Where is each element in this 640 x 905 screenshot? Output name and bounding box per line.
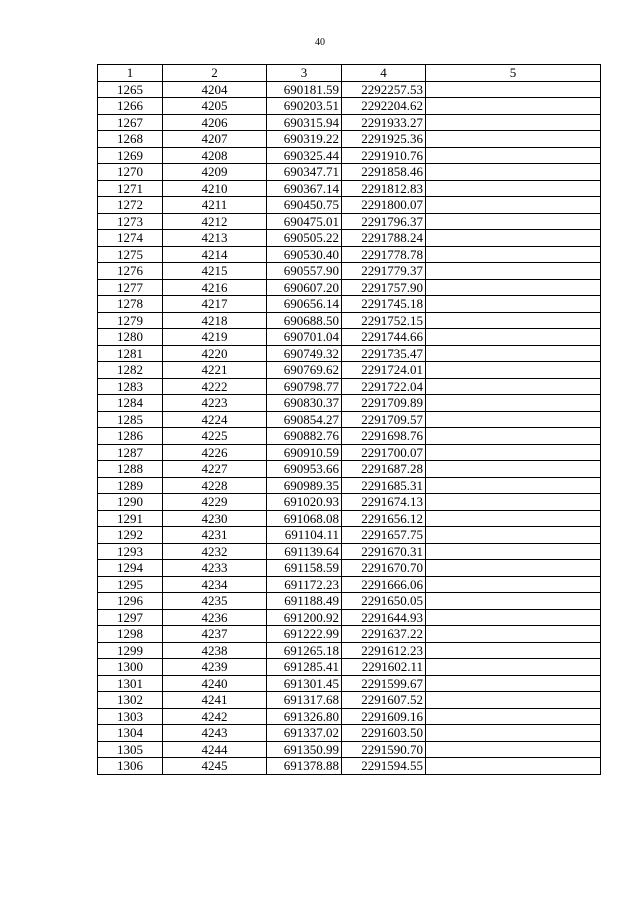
- table-row: [98, 477, 601, 494]
- table-cell: [426, 362, 601, 379]
- table-row: [98, 708, 601, 725]
- table-cell: 4242: [163, 708, 267, 725]
- table-cell: 4239: [163, 659, 267, 676]
- table-cell: 2291637.22: [342, 626, 426, 643]
- table-cell: 1295: [98, 576, 163, 593]
- table-cell: 691326.80: [267, 708, 342, 725]
- table-cell: 1275: [98, 246, 163, 263]
- table-cell: 4245: [163, 758, 267, 775]
- table-cell: [426, 428, 601, 445]
- table-cell: 691301.45: [267, 675, 342, 692]
- table-cell: 1301: [98, 675, 163, 692]
- table-cell: 2291778.78: [342, 246, 426, 263]
- table-cell: 1299: [98, 642, 163, 659]
- table-cell: [426, 675, 601, 692]
- table-cell: 690505.22: [267, 230, 342, 247]
- table-cell: 1298: [98, 626, 163, 643]
- table-cell: 690530.40: [267, 246, 342, 263]
- table-cell: 690656.14: [267, 296, 342, 313]
- table-cell: 2291735.47: [342, 345, 426, 362]
- table-cell: 2291602.11: [342, 659, 426, 676]
- table-cell: 1293: [98, 543, 163, 560]
- table-row: [98, 411, 601, 428]
- table-cell: 4212: [163, 213, 267, 230]
- table-cell: 2291910.76: [342, 147, 426, 164]
- table-cell: 1280: [98, 329, 163, 346]
- table-cell: 1297: [98, 609, 163, 626]
- table-row: [98, 395, 601, 412]
- table-cell: 4229: [163, 494, 267, 511]
- table-cell: 2291656.12: [342, 510, 426, 527]
- table-cell: 1302: [98, 692, 163, 709]
- table-cell: 1283: [98, 378, 163, 395]
- table-cell: 4208: [163, 147, 267, 164]
- table-cell: [426, 659, 601, 676]
- header-row: [98, 65, 601, 82]
- table-cell: 4207: [163, 131, 267, 148]
- table-row: [98, 197, 601, 214]
- table-cell: 4244: [163, 741, 267, 758]
- table-row: [98, 81, 601, 98]
- table-cell: 690607.20: [267, 279, 342, 296]
- table-cell: 1294: [98, 560, 163, 577]
- table-row: [98, 725, 601, 742]
- table-row: [98, 296, 601, 313]
- table-cell: 4209: [163, 164, 267, 181]
- table-cell: 4214: [163, 246, 267, 263]
- table-row: [98, 98, 601, 115]
- table-cell: 1282: [98, 362, 163, 379]
- table-row: [98, 543, 601, 560]
- table-row: [98, 263, 601, 280]
- table-cell: 2292257.53: [342, 81, 426, 98]
- table-cell: 4235: [163, 593, 267, 610]
- table-cell: 1274: [98, 230, 163, 247]
- table-row: [98, 675, 601, 692]
- table-row: [98, 230, 601, 247]
- table-cell: 4216: [163, 279, 267, 296]
- table-cell: [426, 164, 601, 181]
- table-row: [98, 131, 601, 148]
- table-cell: 2291603.50: [342, 725, 426, 742]
- table-cell: 2291752.15: [342, 312, 426, 329]
- table-cell: 4231: [163, 527, 267, 544]
- table-cell: 690989.35: [267, 477, 342, 494]
- table-cell: 4224: [163, 411, 267, 428]
- table-cell: 2291670.31: [342, 543, 426, 560]
- table-cell: [426, 576, 601, 593]
- table-cell: 1270: [98, 164, 163, 181]
- column-header: 3: [267, 65, 342, 82]
- table-cell: 1273: [98, 213, 163, 230]
- table-cell: 690315.94: [267, 114, 342, 131]
- table-cell: 1306: [98, 758, 163, 775]
- table-cell: 1300: [98, 659, 163, 676]
- table-cell: 1266: [98, 98, 163, 115]
- table-cell: 690475.01: [267, 213, 342, 230]
- table-cell: 2291644.93: [342, 609, 426, 626]
- table-cell: 2291744.66: [342, 329, 426, 346]
- table-cell: 4230: [163, 510, 267, 527]
- table-cell: 690325.44: [267, 147, 342, 164]
- table-row: [98, 593, 601, 610]
- table-cell: 4225: [163, 428, 267, 445]
- table-cell: [426, 230, 601, 247]
- table-cell: 2291724.01: [342, 362, 426, 379]
- table-cell: [426, 593, 601, 610]
- table-cell: 1303: [98, 708, 163, 725]
- table-cell: [426, 708, 601, 725]
- table-row: [98, 527, 601, 544]
- table-cell: 1265: [98, 81, 163, 98]
- table-cell: 1285: [98, 411, 163, 428]
- table-cell: 690910.59: [267, 444, 342, 461]
- table-cell: 691188.49: [267, 593, 342, 610]
- table-cell: 1290: [98, 494, 163, 511]
- table-cell: 2291685.31: [342, 477, 426, 494]
- table-row: [98, 378, 601, 395]
- table-cell: 690953.66: [267, 461, 342, 478]
- table-cell: 2291599.67: [342, 675, 426, 692]
- table-row: [98, 164, 601, 181]
- page-number: 40: [315, 37, 325, 48]
- table-cell: [426, 114, 601, 131]
- table-cell: 2291709.89: [342, 395, 426, 412]
- table-cell: [426, 494, 601, 511]
- table-cell: 1286: [98, 428, 163, 445]
- table-cell: 691317.68: [267, 692, 342, 709]
- table-cell: 2291594.55: [342, 758, 426, 775]
- table-cell: 1304: [98, 725, 163, 742]
- table-row: [98, 428, 601, 445]
- table-cell: 1287: [98, 444, 163, 461]
- table-cell: 2291796.37: [342, 213, 426, 230]
- table-cell: 4213: [163, 230, 267, 247]
- table-cell: 1269: [98, 147, 163, 164]
- table-cell: 1267: [98, 114, 163, 131]
- table-cell: [426, 98, 601, 115]
- table-cell: 2291612.23: [342, 642, 426, 659]
- table-cell: 4236: [163, 609, 267, 626]
- table-cell: 4210: [163, 180, 267, 197]
- table-cell: 1289: [98, 477, 163, 494]
- table-cell: 4218: [163, 312, 267, 329]
- table-cell: 4233: [163, 560, 267, 577]
- table-cell: [426, 609, 601, 626]
- table-cell: 2291666.06: [342, 576, 426, 593]
- table-cell: [426, 527, 601, 544]
- table-cell: 690749.32: [267, 345, 342, 362]
- table-cell: 4237: [163, 626, 267, 643]
- table-cell: 691285.41: [267, 659, 342, 676]
- table-cell: [426, 395, 601, 412]
- table-cell: 4243: [163, 725, 267, 742]
- table-cell: 4211: [163, 197, 267, 214]
- table-row: [98, 494, 601, 511]
- table-cell: 4223: [163, 395, 267, 412]
- table-cell: [426, 560, 601, 577]
- table-cell: 1271: [98, 180, 163, 197]
- table-cell: 691172.23: [267, 576, 342, 593]
- table-cell: 691265.18: [267, 642, 342, 659]
- table-cell: 4241: [163, 692, 267, 709]
- table-cell: [426, 758, 601, 775]
- table-cell: 691378.88: [267, 758, 342, 775]
- table-cell: 4221: [163, 362, 267, 379]
- table-cell: [426, 543, 601, 560]
- table-cell: 690830.37: [267, 395, 342, 412]
- table-row: [98, 312, 601, 329]
- table-row: [98, 659, 601, 676]
- table-cell: 691222.99: [267, 626, 342, 643]
- table-cell: [426, 461, 601, 478]
- table-cell: 2291933.27: [342, 114, 426, 131]
- table-cell: [426, 329, 601, 346]
- table-cell: 691104.11: [267, 527, 342, 544]
- table-row: [98, 510, 601, 527]
- table-cell: 691068.08: [267, 510, 342, 527]
- table-cell: 2291757.90: [342, 279, 426, 296]
- table-cell: 2292204.62: [342, 98, 426, 115]
- table-row: [98, 642, 601, 659]
- column-header: 4: [342, 65, 426, 82]
- table-cell: 691139.64: [267, 543, 342, 560]
- table-cell: 4232: [163, 543, 267, 560]
- table-cell: 1284: [98, 395, 163, 412]
- table-cell: 1268: [98, 131, 163, 148]
- table-row: [98, 147, 601, 164]
- table-row: [98, 576, 601, 593]
- table-row: [98, 329, 601, 346]
- table-cell: 1292: [98, 527, 163, 544]
- table-cell: 2291788.24: [342, 230, 426, 247]
- table-cell: [426, 626, 601, 643]
- table-cell: 1277: [98, 279, 163, 296]
- table-cell: 2291670.70: [342, 560, 426, 577]
- table-row: [98, 560, 601, 577]
- table-cell: 4205: [163, 98, 267, 115]
- table-cell: 690688.50: [267, 312, 342, 329]
- table-row: [98, 114, 601, 131]
- table-cell: 2291745.18: [342, 296, 426, 313]
- table-cell: 4215: [163, 263, 267, 280]
- table-cell: 2291674.13: [342, 494, 426, 511]
- table-cell: [426, 81, 601, 98]
- table-cell: 690798.77: [267, 378, 342, 395]
- column-header: 1: [98, 65, 163, 82]
- table-row: [98, 213, 601, 230]
- table-cell: 2291687.28: [342, 461, 426, 478]
- table-cell: 4204: [163, 81, 267, 98]
- table-cell: 690557.90: [267, 263, 342, 280]
- table-cell: 2291779.37: [342, 263, 426, 280]
- table-cell: 2291800.07: [342, 197, 426, 214]
- table-cell: 691158.59: [267, 560, 342, 577]
- table-cell: [426, 279, 601, 296]
- table-cell: 1305: [98, 741, 163, 758]
- coordinates-table: [97, 64, 601, 775]
- table-cell: 1278: [98, 296, 163, 313]
- table-row: [98, 461, 601, 478]
- table-cell: 691337.02: [267, 725, 342, 742]
- table-cell: 690882.76: [267, 428, 342, 445]
- table-body: [98, 81, 601, 774]
- table-cell: 4234: [163, 576, 267, 593]
- table-row: [98, 692, 601, 709]
- table-cell: 2291812.83: [342, 180, 426, 197]
- table-cell: 691020.93: [267, 494, 342, 511]
- column-header: 5: [426, 65, 601, 82]
- table-cell: 690347.71: [267, 164, 342, 181]
- table-cell: 1276: [98, 263, 163, 280]
- table-cell: [426, 510, 601, 527]
- table-row: [98, 362, 601, 379]
- table-cell: 2291698.76: [342, 428, 426, 445]
- table-cell: [426, 741, 601, 758]
- table-row: [98, 444, 601, 461]
- table-cell: [426, 444, 601, 461]
- table-cell: 690203.51: [267, 98, 342, 115]
- table-row: [98, 626, 601, 643]
- table-cell: 2291657.75: [342, 527, 426, 544]
- table-cell: 2291607.52: [342, 692, 426, 709]
- table-cell: 1291: [98, 510, 163, 527]
- table-row: [98, 246, 601, 263]
- table-cell: 4226: [163, 444, 267, 461]
- table-cell: 690701.04: [267, 329, 342, 346]
- table-cell: [426, 378, 601, 395]
- table-cell: 2291650.05: [342, 593, 426, 610]
- table-cell: [426, 642, 601, 659]
- table-cell: [426, 131, 601, 148]
- table-cell: 690367.14: [267, 180, 342, 197]
- table-cell: [426, 725, 601, 742]
- table-cell: [426, 312, 601, 329]
- table-cell: 4222: [163, 378, 267, 395]
- table-cell: 2291709.57: [342, 411, 426, 428]
- table-cell: [426, 246, 601, 263]
- table-cell: [426, 345, 601, 362]
- table-row: [98, 279, 601, 296]
- table-cell: 4227: [163, 461, 267, 478]
- table-cell: [426, 180, 601, 197]
- table-cell: [426, 411, 601, 428]
- table-cell: 4217: [163, 296, 267, 313]
- table-row: [98, 758, 601, 775]
- table-cell: 690181.59: [267, 81, 342, 98]
- table-cell: [426, 197, 601, 214]
- table-cell: 691350.99: [267, 741, 342, 758]
- table-cell: 1272: [98, 197, 163, 214]
- table-cell: 690450.75: [267, 197, 342, 214]
- table-cell: 2291609.16: [342, 708, 426, 725]
- table-cell: 1279: [98, 312, 163, 329]
- table-cell: 690769.62: [267, 362, 342, 379]
- table-row: [98, 741, 601, 758]
- table-cell: [426, 692, 601, 709]
- table-cell: 4220: [163, 345, 267, 362]
- table-cell: 4240: [163, 675, 267, 692]
- table-cell: [426, 296, 601, 313]
- table-cell: 2291925.36: [342, 131, 426, 148]
- table-cell: 2291722.04: [342, 378, 426, 395]
- table-cell: 4228: [163, 477, 267, 494]
- table-row: [98, 345, 601, 362]
- table-cell: [426, 477, 601, 494]
- table-cell: 690319.22: [267, 131, 342, 148]
- table-cell: 4206: [163, 114, 267, 131]
- table-cell: 1296: [98, 593, 163, 610]
- table-cell: 691200.92: [267, 609, 342, 626]
- table-cell: 2291590.70: [342, 741, 426, 758]
- table-cell: 1288: [98, 461, 163, 478]
- table-cell: [426, 213, 601, 230]
- table-cell: 4219: [163, 329, 267, 346]
- table-cell: [426, 263, 601, 280]
- table-cell: 1281: [98, 345, 163, 362]
- column-header: 2: [163, 65, 267, 82]
- table-row: [98, 609, 601, 626]
- table-row: [98, 180, 601, 197]
- table-cell: 2291700.07: [342, 444, 426, 461]
- table-cell: 4238: [163, 642, 267, 659]
- table-cell: 690854.27: [267, 411, 342, 428]
- table-cell: [426, 147, 601, 164]
- table-cell: 2291858.46: [342, 164, 426, 181]
